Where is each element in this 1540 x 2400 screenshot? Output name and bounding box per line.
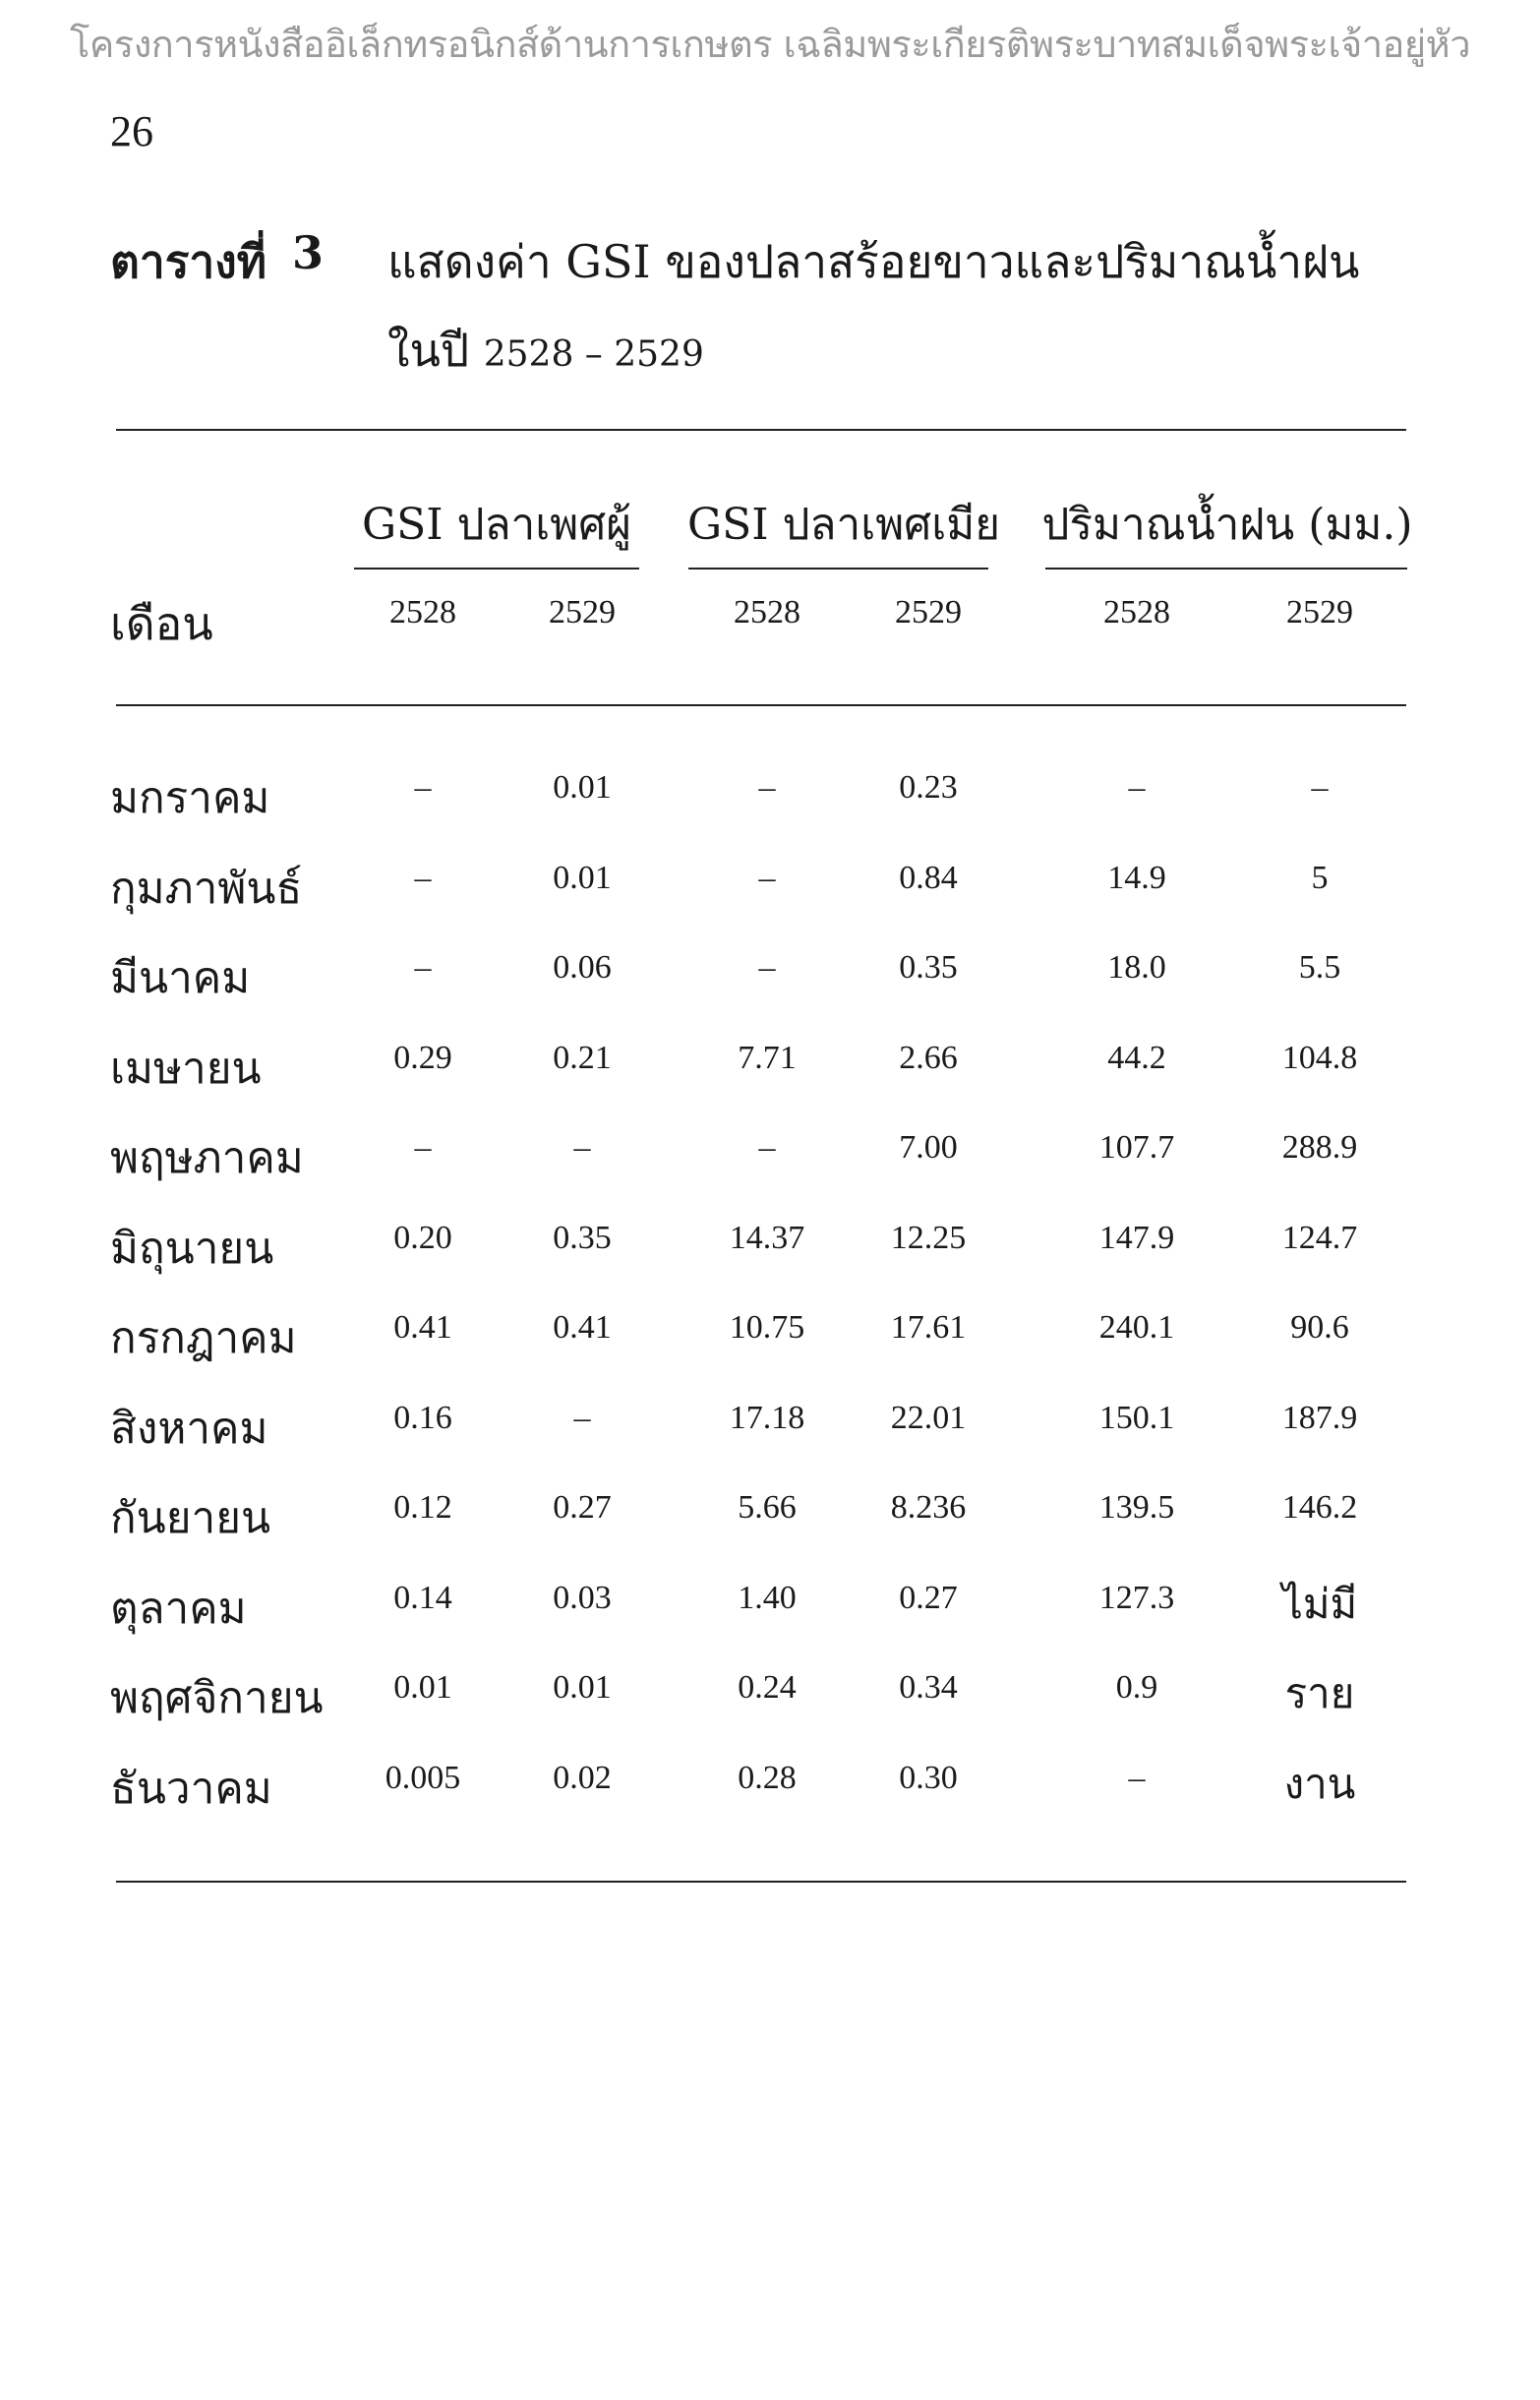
value-cell: – [414,1129,432,1166]
value-cell: – [1128,769,1146,806]
header-banner: โครงการหนังสืออิเล็กทรอนิกส์ด้านการเกษตร เฉลิมพระเกียรติพระบาทสมเด็จพระเจ้าอยู่หัว [69,23,1471,66]
value-cell: 0.41 [553,1309,612,1346]
group-header-female: GSI ปลาเพศเมีย [686,500,1001,550]
month-cell: มิถุนายน [110,1223,274,1274]
value-cell: 0.005 [385,1759,461,1796]
value-cell: 0.01 [553,1669,612,1706]
caption-text: แสดงค่า GSI ของปลาสร้อยขาวและปริมาณน้ำฝน [387,235,1360,288]
month-cell: กุมภาพันธ์ [110,863,303,914]
group-header-rainfall: ปริมาณน้ำฝน (มม.) [1041,500,1413,550]
month-cell: ตุลาคม [110,1583,247,1634]
caption-label: ตารางที่ [110,235,267,288]
value-cell: 7.00 [899,1129,958,1166]
year-header-male-2529: 2529 [549,594,616,630]
value-cell: 0.01 [393,1669,452,1706]
value-cell: 5.5 [1298,949,1341,986]
table-row [0,1117,1540,1208]
value-cell: 0.29 [393,1039,452,1076]
table-row [0,848,1540,938]
value-cell-note: ไม่มี [1281,1579,1358,1628]
month-cell: กันยายน [110,1493,271,1543]
value-cell: 104.8 [1281,1039,1358,1076]
value-cell: 10.75 [729,1309,805,1346]
value-cell: 187.9 [1281,1399,1358,1436]
table-row [0,1748,1540,1838]
table-row [0,1388,1540,1478]
table-row [0,1568,1540,1658]
year-header-female-2529: 2529 [895,594,962,630]
table-row [0,1297,1540,1388]
value-cell: 0.23 [899,769,958,806]
month-cell: ธันวาคม [110,1763,272,1814]
value-cell: 0.01 [553,859,612,896]
month-cell: กรกฎาคม [110,1313,297,1363]
value-cell: 1.40 [738,1579,797,1616]
value-cell: – [758,859,776,896]
caption-years [387,315,704,387]
value-cell: 288.9 [1281,1129,1358,1166]
value-cell: – [758,1129,776,1166]
value-cell: 14.9 [1107,859,1166,896]
month-column-header: เดือน [110,597,213,650]
year-header-rainfall-2529: 2529 [1286,594,1353,630]
value-cell: 0.27 [899,1579,958,1616]
value-cell: 14.37 [729,1219,805,1256]
value-cell: 240.1 [1098,1309,1175,1346]
value-cell: 0.24 [738,1669,797,1706]
data-table [0,757,1540,1837]
table-header-rule [116,704,1406,706]
value-cell: – [1128,1759,1146,1796]
caption-line-1 [110,218,1428,307]
month-cell: พฤษภาคม [110,1133,304,1183]
value-cell: 18.0 [1107,949,1166,986]
value-cell: 0.20 [393,1219,452,1256]
value-cell: 124.7 [1281,1219,1358,1256]
value-cell: – [573,1129,591,1166]
value-cell: – [758,949,776,986]
value-cell: 0.34 [899,1669,958,1706]
value-cell: 0.9 [1115,1669,1158,1706]
value-cell: 0.02 [553,1759,612,1796]
value-cell: 107.7 [1098,1129,1175,1166]
value-cell: 44.2 [1107,1039,1166,1076]
month-cell: สิงหาคม [110,1403,268,1454]
value-cell: 8.236 [890,1489,967,1526]
value-cell: 139.5 [1098,1489,1175,1526]
value-cell: 0.12 [393,1489,452,1526]
value-cell: – [414,859,432,896]
page-number: 26 [110,107,153,155]
value-cell: – [573,1399,591,1436]
value-cell: 2.66 [899,1039,958,1076]
table-caption [110,218,1428,395]
value-cell: 17.18 [729,1399,805,1436]
table-row [0,937,1540,1028]
table-row [0,1477,1540,1568]
value-cell: 0.03 [553,1579,612,1616]
value-cell: 0.84 [899,859,958,896]
value-cell: 22.01 [890,1399,967,1436]
value-cell: – [758,769,776,806]
value-cell: 7.71 [738,1039,797,1076]
value-cell: 5.66 [738,1489,797,1526]
table-row [0,1657,1540,1748]
table-row [0,1028,1540,1118]
value-cell: 0.35 [899,949,958,986]
caption-years-prefix: ในปี [387,324,470,377]
value-cell: 17.61 [890,1309,967,1346]
caption-line-2 [110,307,1428,395]
value-cell: 146.2 [1281,1489,1358,1526]
value-cell-note: งาน [1283,1759,1356,1808]
value-cell: 150.1 [1098,1399,1175,1436]
table-bottom-rule [116,1881,1406,1883]
table-row [0,1208,1540,1298]
value-cell: 0.14 [393,1579,452,1616]
value-cell: 12.25 [890,1219,967,1256]
table-row [0,757,1540,848]
group-header-male: GSI ปลาเพศผู้ [361,500,631,550]
value-cell: 0.01 [553,769,612,806]
year-header-male-2528: 2528 [389,594,456,630]
value-cell: 0.16 [393,1399,452,1436]
month-cell: มีนาคม [110,953,251,1003]
month-cell: เมษายน [110,1043,262,1094]
value-cell: 5 [1311,859,1329,896]
month-cell: มกราคม [110,773,270,823]
value-cell: 0.21 [553,1039,612,1076]
value-cell: 90.6 [1290,1309,1349,1346]
caption-years-range: 2528 – 2529 [483,334,704,375]
table-top-rule [116,429,1406,431]
value-cell: 0.41 [393,1309,452,1346]
value-cell: 0.28 [738,1759,797,1796]
value-cell: 147.9 [1098,1219,1175,1256]
caption-number: 3 [292,226,325,279]
group-underline-male [354,568,639,570]
year-header-female-2528: 2528 [734,594,800,630]
value-cell: 0.06 [553,949,612,986]
value-cell: 0.27 [553,1489,612,1526]
group-underline-female [688,568,988,570]
group-underline-rainfall [1045,568,1407,570]
value-cell: – [1311,769,1329,806]
value-cell: 127.3 [1098,1579,1175,1616]
value-cell: – [414,949,432,986]
value-cell-note: ราย [1284,1669,1355,1717]
value-cell: 0.30 [899,1759,958,1796]
month-cell: พฤศจิกายน [110,1673,324,1723]
value-cell: 0.35 [553,1219,612,1256]
value-cell: – [414,769,432,806]
year-header-rainfall-2528: 2528 [1103,594,1170,630]
